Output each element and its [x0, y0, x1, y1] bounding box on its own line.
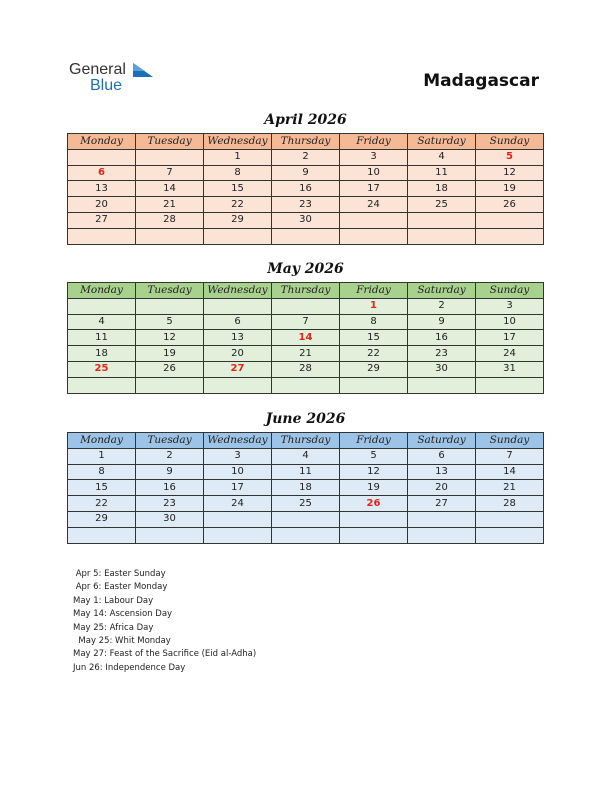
day-cell: 4 — [68, 314, 136, 330]
day-cell: 7 — [136, 165, 204, 181]
week-row — [68, 330, 544, 346]
day-cell: 8 — [68, 464, 136, 480]
day-cell — [204, 228, 272, 244]
day-cell — [136, 149, 204, 165]
weekday-header: Monday — [68, 283, 136, 299]
day-cell: 30 — [136, 511, 204, 527]
weekday-header: Friday — [340, 283, 408, 299]
day-cell — [340, 212, 408, 228]
weekday-header: Wednesday — [204, 283, 272, 299]
week-row — [68, 165, 544, 181]
day-cell: 16 — [408, 330, 476, 346]
weekday-header: Wednesday — [204, 134, 272, 150]
day-cell: 21 — [476, 480, 544, 496]
calendar-may — [67, 282, 544, 394]
day-cell — [204, 298, 272, 314]
day-cell: 29 — [204, 212, 272, 228]
day-cell — [136, 527, 204, 543]
day-cell — [68, 149, 136, 165]
holiday-note: Jun 26: Independence Day — [73, 662, 186, 673]
day-cell: 21 — [136, 197, 204, 213]
day-cell — [476, 212, 544, 228]
day-cell — [204, 527, 272, 543]
day-cell: 28 — [476, 496, 544, 512]
day-cell: 10 — [340, 165, 408, 181]
day-cell: 25 — [68, 361, 136, 377]
weekday-header: Tuesday — [136, 134, 204, 150]
weekday-header: Friday — [340, 134, 408, 150]
day-cell: 7 — [476, 448, 544, 464]
day-cell — [68, 377, 136, 393]
day-cell: 2 — [136, 448, 204, 464]
weekday-header: Thursday — [272, 433, 340, 449]
day-cell: 15 — [340, 330, 408, 346]
week-row — [68, 464, 544, 480]
day-cell — [408, 377, 476, 393]
day-cell — [340, 228, 408, 244]
calendar-april — [67, 133, 544, 245]
day-cell: 13 — [68, 181, 136, 197]
day-cell: 10 — [476, 314, 544, 330]
day-cell: 2 — [408, 298, 476, 314]
day-cell — [408, 527, 476, 543]
day-cell: 4 — [408, 149, 476, 165]
day-cell: 30 — [408, 361, 476, 377]
day-cell: 6 — [68, 165, 136, 181]
day-cell: 12 — [340, 464, 408, 480]
day-cell: 11 — [68, 330, 136, 346]
weekday-header: Saturday — [408, 283, 476, 299]
weekday-header: Tuesday — [136, 433, 204, 449]
day-cell: 1 — [340, 298, 408, 314]
day-cell: 29 — [340, 361, 408, 377]
day-cell — [476, 527, 544, 543]
day-cell — [272, 377, 340, 393]
day-cell: 11 — [272, 464, 340, 480]
week-row — [68, 511, 544, 527]
calendar-june — [67, 432, 544, 544]
day-cell: 24 — [340, 197, 408, 213]
week-row — [68, 212, 544, 228]
day-cell: 22 — [204, 197, 272, 213]
day-cell: 1 — [68, 448, 136, 464]
day-cell: 3 — [340, 149, 408, 165]
day-cell: 28 — [136, 212, 204, 228]
week-row — [68, 298, 544, 314]
day-cell — [476, 377, 544, 393]
day-cell: 18 — [272, 480, 340, 496]
day-cell: 24 — [476, 346, 544, 362]
weekday-header-row — [68, 433, 544, 449]
week-row — [68, 496, 544, 512]
day-cell: 9 — [136, 464, 204, 480]
day-cell: 19 — [340, 480, 408, 496]
weekday-header: Thursday — [272, 283, 340, 299]
day-cell: 8 — [204, 165, 272, 181]
day-cell: 6 — [204, 314, 272, 330]
holiday-note: May 27: Feast of the Sacrifice (Eid al-Adha) — [73, 649, 257, 660]
day-cell: 31 — [476, 361, 544, 377]
weekday-header: Monday — [68, 433, 136, 449]
month-title-april: April 2026 — [264, 112, 347, 128]
day-cell: 6 — [408, 448, 476, 464]
day-cell: 1 — [204, 149, 272, 165]
week-row — [68, 480, 544, 496]
day-cell: 13 — [408, 464, 476, 480]
day-cell: 7 — [272, 314, 340, 330]
month-title-june: June 2026 — [265, 411, 346, 427]
week-row — [68, 228, 544, 244]
day-cell — [136, 228, 204, 244]
day-cell: 3 — [476, 298, 544, 314]
weekday-header-row — [68, 134, 544, 150]
logo — [69, 61, 159, 95]
day-cell: 15 — [68, 480, 136, 496]
day-cell: 25 — [408, 197, 476, 213]
day-cell: 20 — [68, 197, 136, 213]
day-cell: 20 — [204, 346, 272, 362]
day-cell: 26 — [476, 197, 544, 213]
day-cell: 17 — [204, 480, 272, 496]
day-cell: 28 — [272, 361, 340, 377]
weekday-header: Tuesday — [136, 283, 204, 299]
holiday-note: May 1: Labour Day — [73, 595, 154, 606]
day-cell — [408, 228, 476, 244]
day-cell — [476, 228, 544, 244]
day-cell: 12 — [136, 330, 204, 346]
week-row — [68, 448, 544, 464]
day-cell: 30 — [272, 212, 340, 228]
day-cell: 2 — [272, 149, 340, 165]
logo-text-blue: Blue — [90, 77, 123, 94]
week-row — [68, 377, 544, 393]
day-cell: 9 — [408, 314, 476, 330]
holiday-note: Apr 6: Easter Monday — [73, 582, 168, 593]
holiday-note: May 25: Whit Monday — [73, 635, 171, 646]
day-cell — [68, 527, 136, 543]
weekday-header: Thursday — [272, 134, 340, 150]
logo-triangle-icon — [133, 63, 153, 77]
day-cell: 5 — [136, 314, 204, 330]
day-cell — [68, 298, 136, 314]
country-title: Madagascar — [423, 71, 539, 91]
day-cell: 17 — [476, 330, 544, 346]
day-cell: 26 — [136, 361, 204, 377]
day-cell — [476, 511, 544, 527]
day-cell: 18 — [68, 346, 136, 362]
day-cell: 14 — [136, 181, 204, 197]
week-row — [68, 527, 544, 543]
week-row — [68, 361, 544, 377]
day-cell: 27 — [204, 361, 272, 377]
day-cell: 12 — [476, 165, 544, 181]
day-cell: 3 — [204, 448, 272, 464]
day-cell: 11 — [408, 165, 476, 181]
day-cell — [68, 228, 136, 244]
day-cell: 23 — [272, 197, 340, 213]
day-cell — [272, 228, 340, 244]
day-cell — [408, 511, 476, 527]
day-cell: 25 — [272, 496, 340, 512]
month-title-may: May 2026 — [267, 261, 344, 277]
day-cell — [340, 511, 408, 527]
week-row — [68, 181, 544, 197]
day-cell — [204, 511, 272, 527]
day-cell: 24 — [204, 496, 272, 512]
week-row — [68, 197, 544, 213]
week-row — [68, 314, 544, 330]
holiday-note: May 25: Africa Day — [73, 622, 154, 633]
day-cell — [136, 377, 204, 393]
day-cell: 16 — [272, 181, 340, 197]
day-cell: 23 — [408, 346, 476, 362]
day-cell: 10 — [204, 464, 272, 480]
day-cell: 27 — [408, 496, 476, 512]
day-cell: 8 — [340, 314, 408, 330]
day-cell — [272, 298, 340, 314]
logo-text-general: General — [69, 61, 126, 78]
day-cell — [340, 527, 408, 543]
weekday-header-row — [68, 283, 544, 299]
weekday-header: Saturday — [408, 134, 476, 150]
weekday-header: Sunday — [476, 283, 544, 299]
day-cell: 23 — [136, 496, 204, 512]
day-cell: 14 — [476, 464, 544, 480]
day-cell: 14 — [272, 330, 340, 346]
day-cell — [272, 511, 340, 527]
holiday-notes — [73, 568, 256, 675]
weekday-header: Sunday — [476, 134, 544, 150]
week-row — [68, 346, 544, 362]
week-row — [68, 149, 544, 165]
day-cell: 5 — [340, 448, 408, 464]
day-cell: 17 — [340, 181, 408, 197]
day-cell: 19 — [136, 346, 204, 362]
day-cell — [272, 527, 340, 543]
day-cell — [340, 377, 408, 393]
day-cell: 16 — [136, 480, 204, 496]
day-cell — [408, 212, 476, 228]
holiday-note: Apr 5: Easter Sunday — [73, 569, 166, 579]
day-cell: 13 — [204, 330, 272, 346]
day-cell: 20 — [408, 480, 476, 496]
day-cell — [136, 298, 204, 314]
weekday-header: Monday — [68, 134, 136, 150]
day-cell: 21 — [272, 346, 340, 362]
day-cell: 4 — [272, 448, 340, 464]
holiday-note: May 14: Ascension Day — [73, 609, 173, 620]
day-cell: 19 — [476, 181, 544, 197]
weekday-header: Sunday — [476, 433, 544, 449]
day-cell: 27 — [68, 212, 136, 228]
day-cell — [204, 377, 272, 393]
day-cell: 22 — [68, 496, 136, 512]
weekday-header: Saturday — [408, 433, 476, 449]
day-cell: 18 — [408, 181, 476, 197]
day-cell: 9 — [272, 165, 340, 181]
day-cell: 22 — [340, 346, 408, 362]
day-cell: 5 — [476, 149, 544, 165]
weekday-header: Friday — [340, 433, 408, 449]
day-cell: 29 — [68, 511, 136, 527]
weekday-header: Wednesday — [204, 433, 272, 449]
day-cell: 26 — [340, 496, 408, 512]
day-cell: 15 — [204, 181, 272, 197]
